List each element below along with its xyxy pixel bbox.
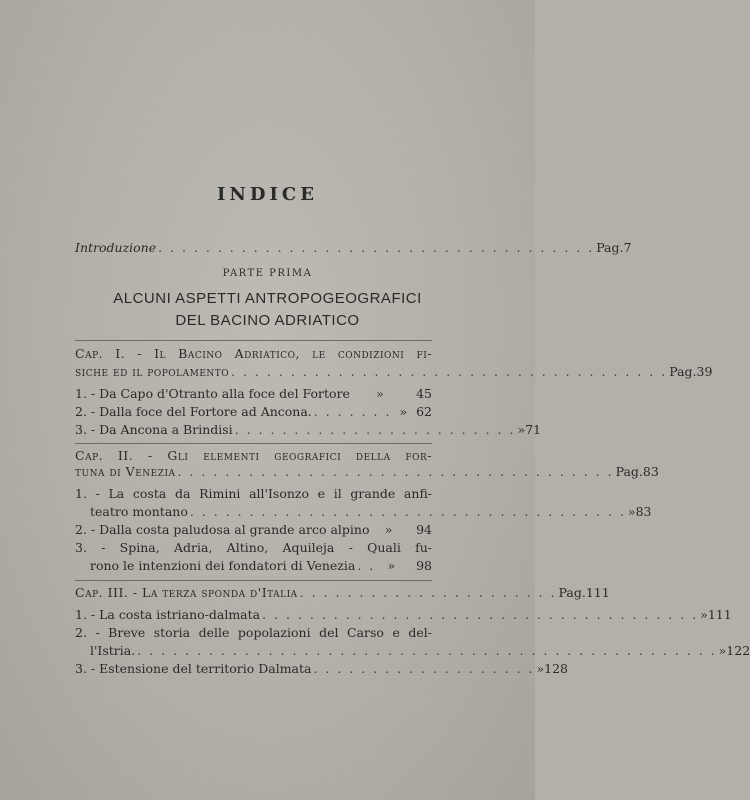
part-label: PARTE PRIMA (222, 268, 313, 279)
chapter-2-section-3-line1[interactable]: 3. - Spina, Adria, Altino, Aquileja - Quali fu- (75, 540, 432, 555)
part-title-line1: ALCUNI ASPETTI ANTROPOGEOGRAFICI (113, 290, 422, 307)
page-number: 98 (416, 558, 432, 573)
page-prefix: Pag. (558, 585, 586, 600)
leader-dots: . . . . . . . . . . . . . . . . . . . . . . . . . . . . . . . . . . . . . (177, 464, 614, 479)
chapter-3-section-2-line1[interactable]: 2. - Breve storia delle popolazioni del Carso e del- (75, 625, 432, 640)
entry-label: 2. - Dalla costa paludosa al grande arco alpino (75, 522, 370, 537)
toc-entry-chapter-2-section-3[interactable] (90, 556, 432, 576)
leader-dots: . . (357, 558, 376, 573)
page-prefix: » (536, 661, 545, 676)
page-number: 94 (416, 522, 432, 537)
page-prefix: » (627, 504, 636, 519)
chapter-2-heading-line1[interactable]: Cap. II. - Gli elementi geografici della for- (75, 448, 432, 463)
toc-entry-chapter-3-section-3[interactable] (75, 659, 569, 679)
toc-entry-chapter-1[interactable] (75, 362, 713, 382)
page-prefix: » (384, 522, 393, 537)
entry-label: siche ed il popolamento (75, 364, 230, 379)
leader-dots: . . . . . . . (313, 404, 392, 419)
page-prefix: Pag. (669, 364, 697, 379)
entry-label: 3. - Estensione del territorio Dalmata (75, 661, 312, 676)
leader-dots: . . . . . . . . . . . . . . . . . . . . . . (299, 585, 557, 600)
page-prefix: » (387, 558, 396, 573)
entry-label: 1. - Da Capo d'Otranto alla foce del Fortore (75, 386, 350, 401)
entry-label: teatro montano (90, 504, 188, 519)
entry-label: 2. - Dalla foce del Fortore ad Ancona. (75, 404, 312, 419)
toc-entry-chapter-2-section-2[interactable] (75, 520, 432, 540)
toc-entry-introduction[interactable] (75, 238, 632, 258)
leader-dots: . . . . . . . . . . . . . . . . . . . . . . . . . . . . . . . . . . . . . (262, 607, 699, 622)
divider (75, 340, 432, 341)
entry-label: Cap. III. - La terza sponda d'Italia (75, 585, 298, 600)
page-number: 45 (416, 386, 432, 401)
entry-label: rono le intenzioni dei fondatori di Venezia (90, 558, 356, 573)
page-prefix: Pag. (615, 464, 643, 479)
toc-entry-chapter-3-section-1[interactable] (75, 605, 732, 625)
page-prefix: » (399, 404, 408, 419)
leader-dots: . . . . . . . . . . . . . . . . . . . . . . . . . . . . . . . . . . . . . (189, 504, 626, 519)
toc-entry-chapter-1-section-1[interactable] (75, 384, 432, 404)
part-title-line2: DEL BACINO ADRIATICO (175, 312, 360, 329)
leader-dots: . . . . . . . . . . . . . . . . . . . . . . . . . . . . . . . . . . . . . (158, 240, 595, 255)
divider (75, 580, 432, 581)
page-prefix: » (376, 386, 384, 401)
toc-entry-chapter-1-section-2[interactable] (75, 402, 432, 422)
page-number: 128 (544, 661, 569, 676)
entry-label: 3. - Da Ancona a Brindisi (75, 422, 233, 437)
page-number: 71 (525, 422, 541, 437)
page-number: 111 (707, 607, 732, 622)
leader-dots: . . . . . . . . . . . . . . . . . . . (313, 661, 535, 676)
entry-label: Introduzione (75, 240, 157, 255)
entry-label: 1. - La costa istriano-dalmata (75, 607, 261, 622)
page-number: 62 (416, 404, 432, 419)
page-number: 122 (726, 643, 750, 658)
page-prefix: » (517, 422, 526, 437)
toc-entry-chapter-3[interactable] (75, 583, 610, 603)
leader-dots: . . . . . . . . . . . . . . . . . . . . . . . . . . . . . . . . . . . . . (231, 364, 668, 379)
toc-entry-chapter-2[interactable] (75, 462, 659, 482)
page-number: 83 (635, 504, 652, 519)
leader-dots: . . . . . . . . . . . . . . . . . . . . . . . . (234, 422, 516, 437)
chapter-2-section-1-line1[interactable]: 1. - La costa da Rimini all'Isonzo e il grande anfi- (75, 486, 432, 501)
page-prefix: » (718, 643, 727, 658)
divider (75, 443, 432, 444)
page-prefix: » (700, 607, 708, 622)
toc-entry-chapter-3-section-2[interactable] (90, 641, 750, 661)
toc-entry-chapter-2-section-1[interactable] (90, 502, 652, 522)
index-title: INDICE (217, 184, 318, 205)
page-number: 83 (642, 464, 659, 479)
entry-label: tuna di Venezia (75, 464, 176, 479)
toc-entry-chapter-1-section-3[interactable] (75, 420, 541, 440)
entry-label: l'Istria. (90, 643, 136, 658)
leader-dots: . . . . . . . . . . . . . . . . . . . . . . . . . . . . . . . . . . . . . . . . . . . . . . . . . (137, 643, 717, 658)
page-prefix: Pag. (596, 240, 624, 255)
page-number: 7 (623, 240, 632, 255)
page-number: 39 (696, 364, 713, 379)
chapter-1-heading-line1[interactable]: Cap. I. - Il Bacino Adriatico, le condizioni fi- (75, 346, 432, 361)
page-number: 111 (585, 585, 610, 600)
